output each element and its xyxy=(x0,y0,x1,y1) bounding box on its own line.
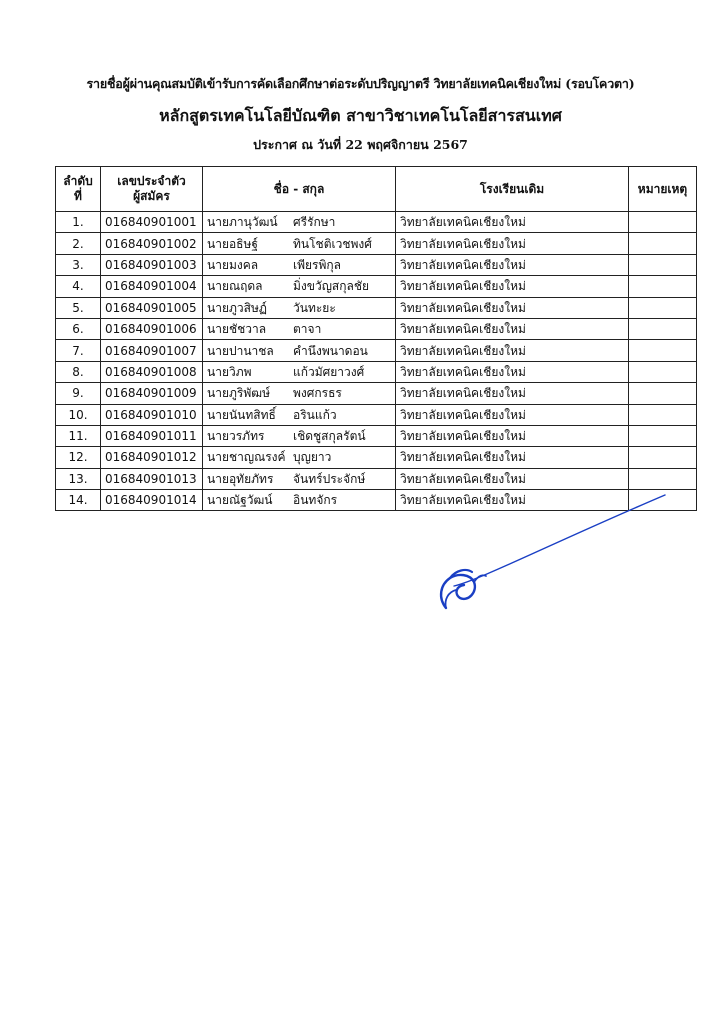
first-name: นายภูริพัฒษ์ xyxy=(207,386,270,401)
applicant-id: 016840901009 xyxy=(101,383,203,404)
last-name: คำนึงพนาดอน xyxy=(293,343,368,358)
table-row xyxy=(56,361,697,382)
first-name: นายนันทสิทธิ์ xyxy=(207,407,276,422)
table-row xyxy=(56,404,697,425)
first-name: นายณัฐวัฒน์ xyxy=(207,493,273,508)
applicant-name xyxy=(203,490,396,511)
applicant-name xyxy=(203,297,396,318)
last-name: ทินโชติเวชพงศ์ xyxy=(293,236,372,251)
remark xyxy=(629,276,697,297)
applicant-id: 016840901002 xyxy=(101,233,203,254)
table-row xyxy=(56,212,697,233)
last-name: เพียรพิกุล xyxy=(293,257,342,272)
column-header-id-line2: ผู้สมัคร xyxy=(133,189,170,203)
table-body xyxy=(56,212,697,511)
applicant-name xyxy=(203,254,396,275)
remark xyxy=(629,233,697,254)
column-header-id-line1: เลขประจำตัว xyxy=(117,174,186,188)
row-number: 13. xyxy=(56,468,101,489)
previous-school: วิทยาลัยเทคนิคเชียงใหม่ xyxy=(396,383,629,404)
last-name: จันทร์ประจักษ์ xyxy=(293,471,366,486)
first-name: นายอุทัยภัทร xyxy=(207,471,274,486)
row-number: 5. xyxy=(56,297,101,318)
table-row xyxy=(56,468,697,489)
applicant-id: 016840901007 xyxy=(101,340,203,361)
applicant-name xyxy=(203,212,396,233)
last-name: พงศกรธร xyxy=(293,386,342,401)
announcement-date: ประกาศ ณ วันที่ 22 พฤศจิกายน 2567 xyxy=(253,137,468,152)
last-name: ศรีรักษา xyxy=(293,215,336,230)
row-number: 8. xyxy=(56,361,101,382)
column-header-no xyxy=(56,167,101,212)
column-header-name: ชื่อ - สกุล xyxy=(203,167,396,212)
signature-mark xyxy=(420,490,680,620)
applicant-id: 016840901008 xyxy=(101,361,203,382)
applicant-name xyxy=(203,233,396,254)
remark xyxy=(629,254,697,275)
first-name: นายวรภัทร xyxy=(207,429,265,444)
previous-school: วิทยาลัยเทคนิคเชียงใหม่ xyxy=(396,425,629,446)
table-header-row xyxy=(56,167,697,212)
last-name: แก้วมัศยาวงศ์ xyxy=(293,364,365,379)
table-row xyxy=(56,254,697,275)
previous-school: วิทยาลัยเทคนิคเชียงใหม่ xyxy=(396,404,629,425)
applicant-name xyxy=(203,468,396,489)
last-name: อรินแก้ว xyxy=(293,407,337,422)
remark xyxy=(629,447,697,468)
table-row xyxy=(56,318,697,339)
first-name: นายภูวสิษฏ์ xyxy=(207,300,267,315)
row-number: 9. xyxy=(56,383,101,404)
previous-school: วิทยาลัยเทคนิคเชียงใหม่ xyxy=(396,297,629,318)
remark xyxy=(629,297,697,318)
applicant-id: 016840901004 xyxy=(101,276,203,297)
table-row xyxy=(56,233,697,254)
applicant-name xyxy=(203,276,396,297)
candidate-table xyxy=(55,166,697,511)
first-name: นายมงคล xyxy=(207,257,259,272)
remark xyxy=(629,383,697,404)
last-name: เชิดชูสกุลรัตน์ xyxy=(293,429,366,444)
remark xyxy=(629,404,697,425)
applicant-name xyxy=(203,447,396,468)
column-header-no-line1: ลำดับ xyxy=(63,174,93,188)
first-name: นายณฤดล xyxy=(207,279,263,294)
row-number: 12. xyxy=(56,447,101,468)
remark xyxy=(629,425,697,446)
applicant-id: 016840901014 xyxy=(101,490,203,511)
last-name: ตาจา xyxy=(293,322,322,337)
applicant-id: 016840901012 xyxy=(101,447,203,468)
previous-school: วิทยาลัยเทคนิคเชียงใหม่ xyxy=(396,318,629,339)
last-name: วันทะยะ xyxy=(293,300,336,315)
row-number: 4. xyxy=(56,276,101,297)
document-title: รายชื่อผู้ผ่านคุณสมบัติเข้ารับการคัดเลือกศึกษาต่อระดับปริญญาตรี วิทยาลัยเทคนิคเชียงใหม่ (รอบโควตา) xyxy=(86,76,635,91)
previous-school: วิทยาลัยเทคนิคเชียงใหม่ xyxy=(396,276,629,297)
applicant-id: 016840901013 xyxy=(101,468,203,489)
remark xyxy=(629,340,697,361)
row-number: 2. xyxy=(56,233,101,254)
table-row xyxy=(56,276,697,297)
applicant-name xyxy=(203,404,396,425)
previous-school: วิทยาลัยเทคนิคเชียงใหม่ xyxy=(396,233,629,254)
previous-school: วิทยาลัยเทคนิคเชียงใหม่ xyxy=(396,468,629,489)
column-header-applicant-id xyxy=(101,167,203,212)
first-name: นายอธิษฐ์ xyxy=(207,236,259,251)
first-name: นายชาญณรงค์ xyxy=(207,450,286,465)
table-row xyxy=(56,383,697,404)
first-name: นายปานาชล xyxy=(207,343,274,358)
applicant-id: 016840901010 xyxy=(101,404,203,425)
remark xyxy=(629,361,697,382)
column-header-school: โรงเรียนเดิม xyxy=(396,167,629,212)
column-header-remark: หมายเหตุ xyxy=(629,167,697,212)
table-row xyxy=(56,447,697,468)
remark xyxy=(629,318,697,339)
row-number: 7. xyxy=(56,340,101,361)
row-number: 3. xyxy=(56,254,101,275)
first-name: นายวิภพ xyxy=(207,364,252,379)
previous-school: วิทยาลัยเทคนิคเชียงใหม่ xyxy=(396,490,629,511)
last-name: บุญยาว xyxy=(293,450,332,465)
first-name: นายภานุวัฒน์ xyxy=(207,215,278,230)
applicant-id: 016840901011 xyxy=(101,425,203,446)
previous-school: วิทยาลัยเทคนิคเชียงใหม่ xyxy=(396,361,629,382)
applicant-name xyxy=(203,425,396,446)
applicant-id: 016840901003 xyxy=(101,254,203,275)
applicant-id: 016840901001 xyxy=(101,212,203,233)
column-header-no-line2: ที่ xyxy=(74,189,82,203)
previous-school: วิทยาลัยเทคนิคเชียงใหม่ xyxy=(396,447,629,468)
table-row xyxy=(56,340,697,361)
row-number: 1. xyxy=(56,212,101,233)
row-number: 11. xyxy=(56,425,101,446)
last-name: มิ่งขวัญสกุลชัย xyxy=(293,279,370,294)
applicant-name xyxy=(203,383,396,404)
applicant-name xyxy=(203,318,396,339)
remark xyxy=(629,212,697,233)
first-name: นายชัชวาล xyxy=(207,322,267,337)
applicant-name xyxy=(203,361,396,382)
remark xyxy=(629,468,697,489)
previous-school: วิทยาลัยเทคนิคเชียงใหม่ xyxy=(396,254,629,275)
table-row xyxy=(56,297,697,318)
applicant-name xyxy=(203,340,396,361)
applicant-id: 016840901005 xyxy=(101,297,203,318)
previous-school: วิทยาลัยเทคนิคเชียงใหม่ xyxy=(396,212,629,233)
applicant-id: 016840901006 xyxy=(101,318,203,339)
row-number: 6. xyxy=(56,318,101,339)
row-number: 10. xyxy=(56,404,101,425)
last-name: อินทจักร xyxy=(293,493,338,508)
row-number: 14. xyxy=(56,490,101,511)
previous-school: วิทยาลัยเทคนิคเชียงใหม่ xyxy=(396,340,629,361)
program-title: หลักสูตรเทคโนโลยีบัณฑิต สาขาวิชาเทคโนโลยีสารสนเทศ xyxy=(159,106,562,125)
table-row xyxy=(56,425,697,446)
